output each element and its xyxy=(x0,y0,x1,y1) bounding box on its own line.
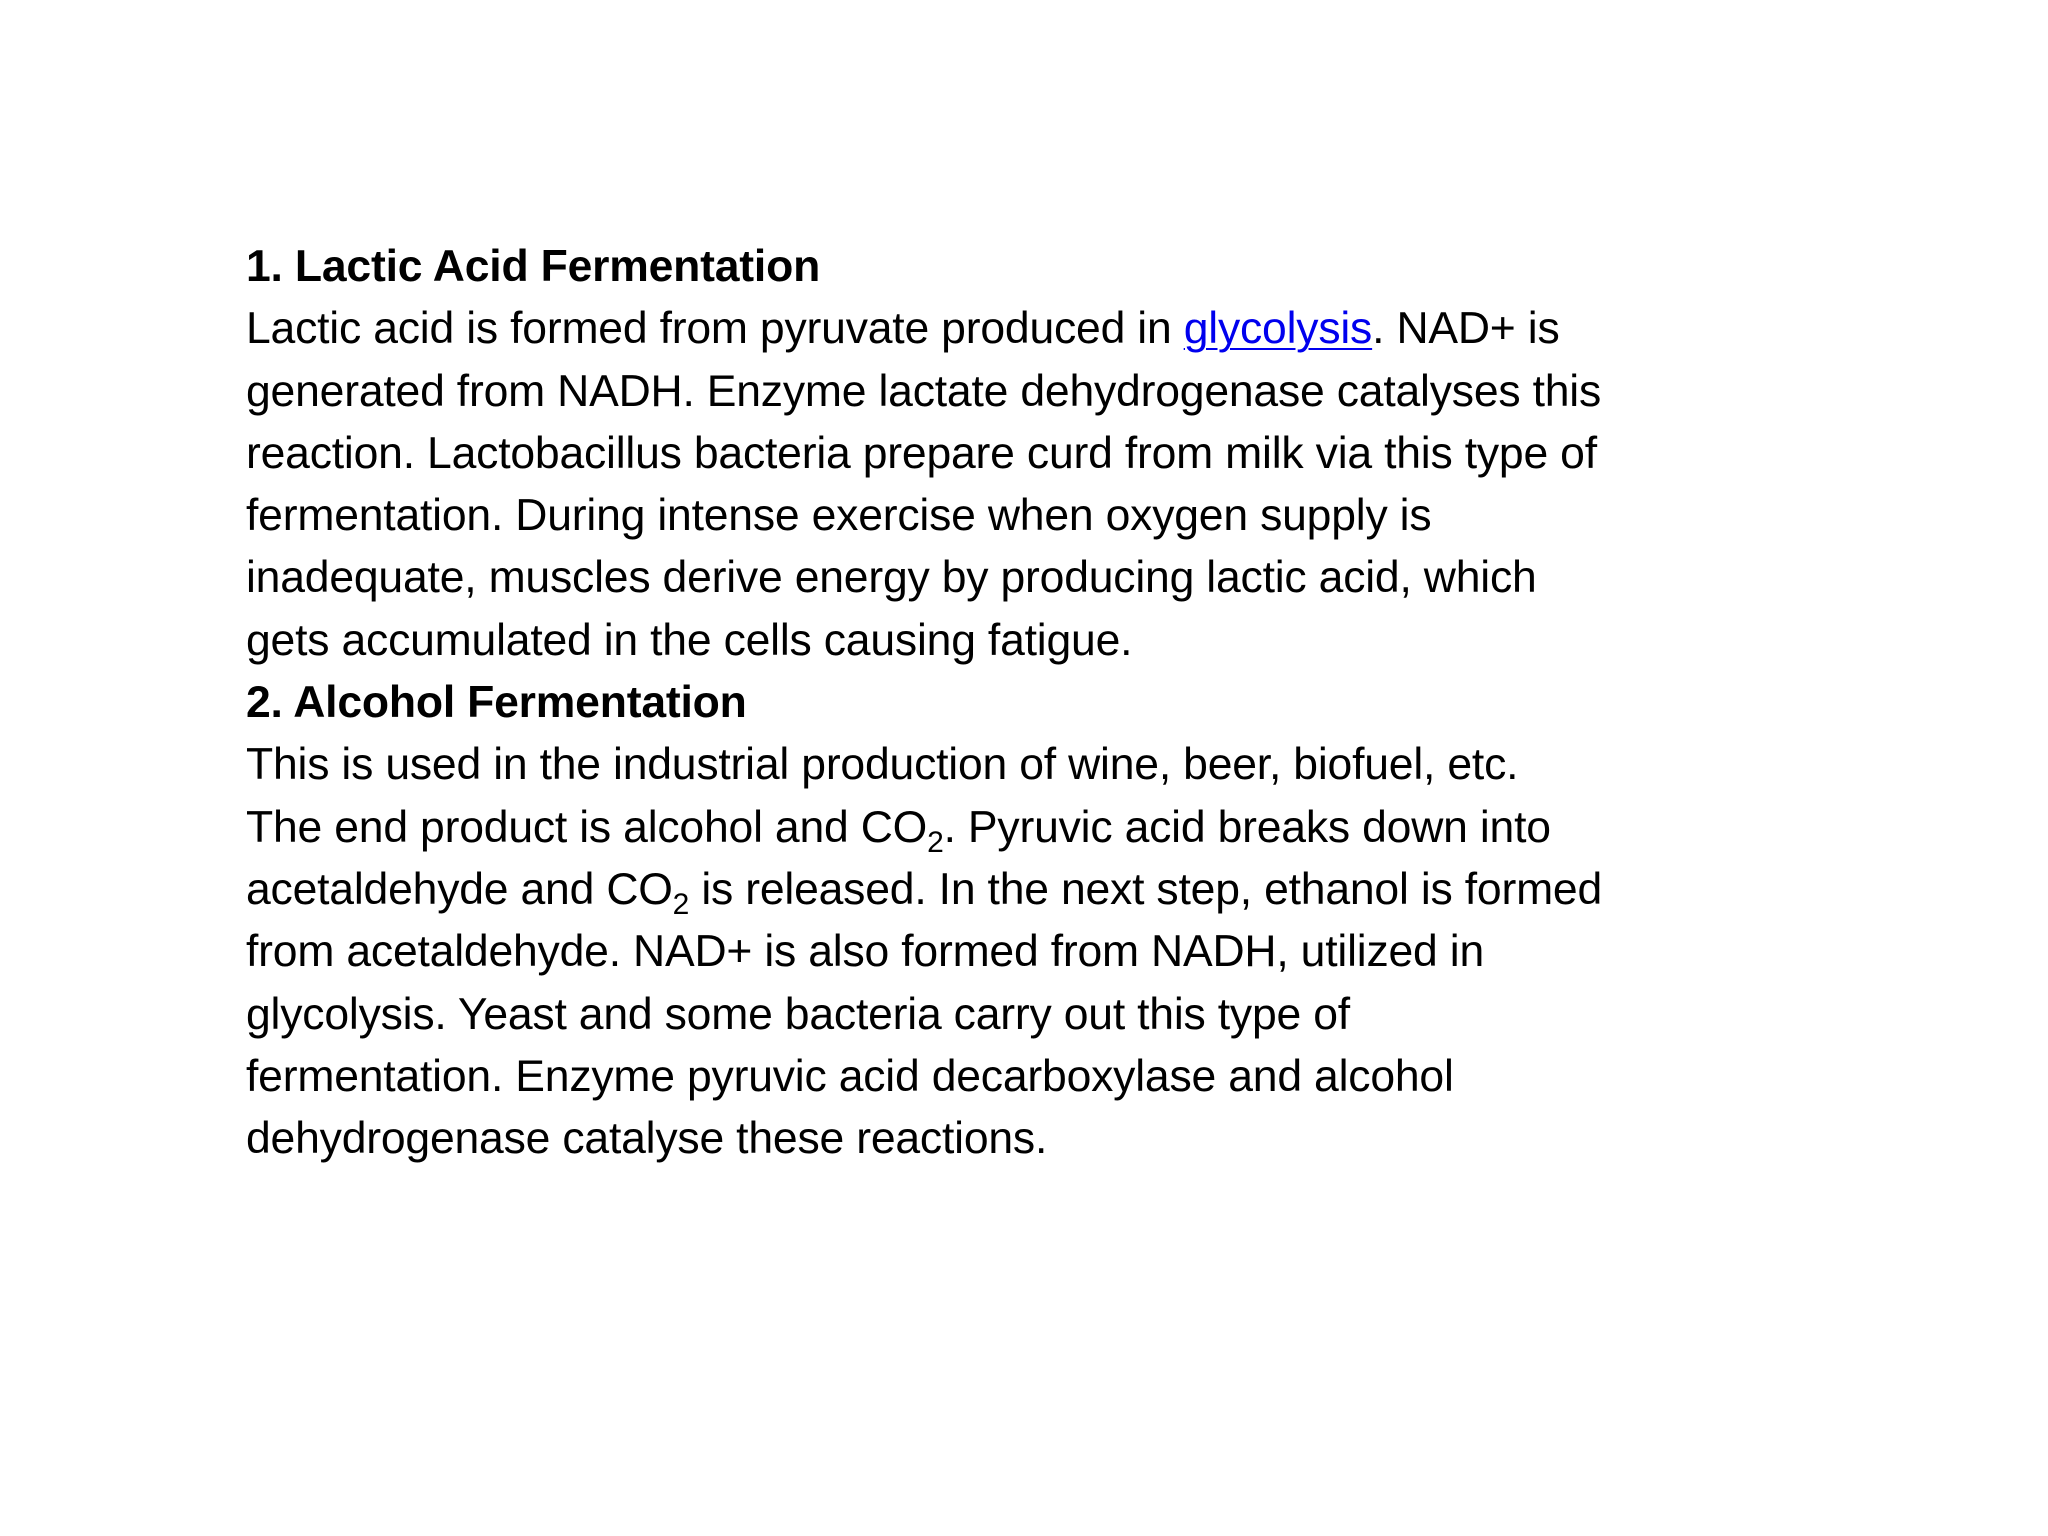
alcohol-heading: 2. Alcohol Fermentation xyxy=(246,678,747,728)
alcohol-text-fragment: acetaldehyde and CO xyxy=(246,864,673,914)
alcohol-text-line: This is used in the industrial production of wine, beer, biofuel, etc. xyxy=(246,740,1519,790)
alcohol-text-line: from acetaldehyde. NAD+ is also formed from NADH, utilized in xyxy=(246,927,1484,977)
glycolysis-link[interactable]: glycolysis xyxy=(1183,304,1373,354)
slide-body xyxy=(246,236,1806,1170)
lactic-text-line: gets accumulated in the cells causing fatigue. xyxy=(246,615,1133,665)
co2-subscript: 2 xyxy=(672,887,690,921)
lactic-text-line: reaction. Lactobacillus bacteria prepare curd from milk via this type of xyxy=(246,428,1597,478)
alcohol-text-line: glycolysis. Yeast and some bacteria carry out this type of xyxy=(246,989,1350,1039)
alcohol-text-line: fermentation. Enzyme pyruvic acid decarboxylase and alcohol xyxy=(246,1051,1454,1101)
lactic-text-line xyxy=(246,298,1806,360)
alcohol-text-fragment: . Pyruvic acid breaks down into xyxy=(943,802,1551,852)
lactic-text-line: inadequate, muscles derive energy by producing lactic acid, which xyxy=(246,553,1537,603)
alcohol-text-line: dehydrogenase catalyse these reactions. xyxy=(246,1114,1048,1164)
lactic-text-line: generated from NADH. Enzyme lactate dehydrogenase catalyses this xyxy=(246,366,1602,416)
alcohol-text-line xyxy=(246,859,1806,921)
alcohol-text-line xyxy=(246,797,1806,859)
lactic-text-line: fermentation. During intense exercise when oxygen supply is xyxy=(246,491,1432,541)
lactic-acid-heading: 1. Lactic Acid Fermentation xyxy=(246,242,821,291)
lactic-text-fragment: . NAD+ is xyxy=(1372,304,1560,354)
alcohol-text-fragment: is released. In the next step, ethanol is formed xyxy=(689,864,1603,914)
lactic-text-fragment: Lactic acid is formed from pyruvate produced in xyxy=(246,304,1184,354)
co2-subscript: 2 xyxy=(927,825,944,859)
alcohol-text-fragment: The end product is alcohol and CO xyxy=(246,802,928,852)
